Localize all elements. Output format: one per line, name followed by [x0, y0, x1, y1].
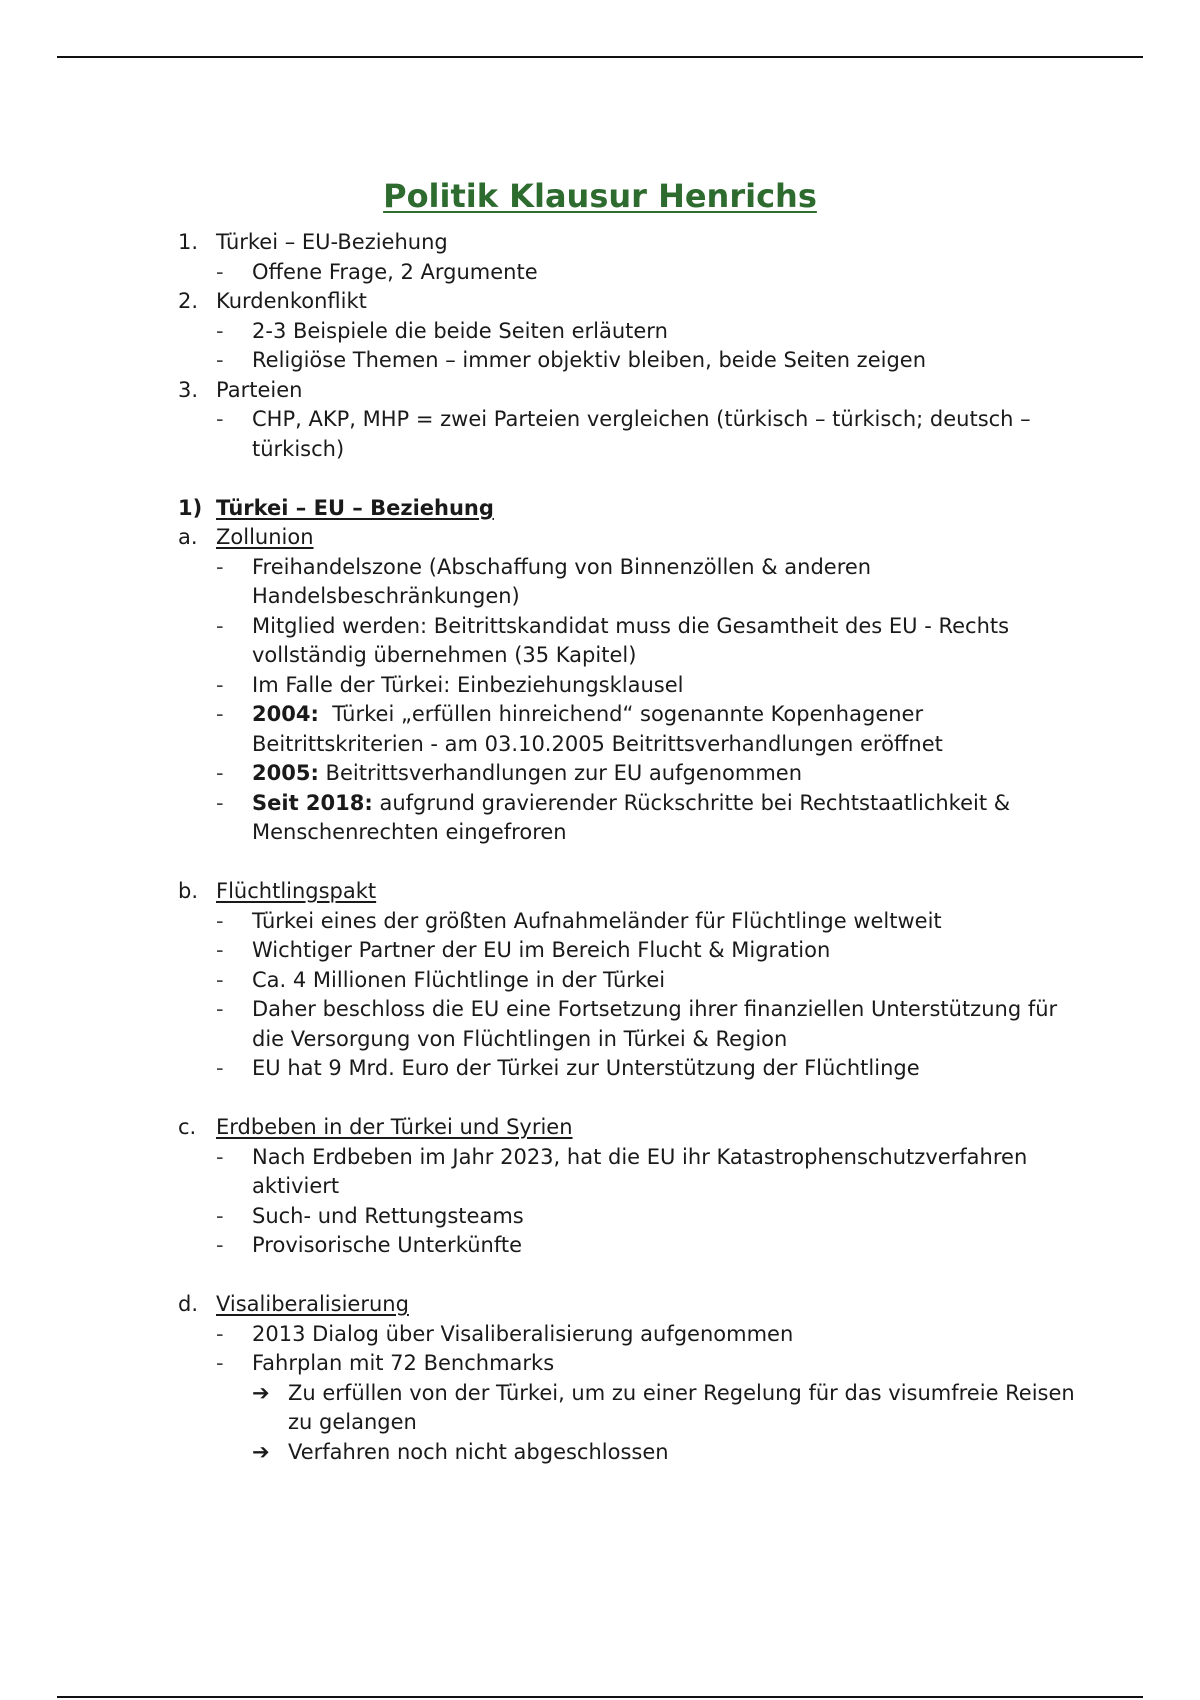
dash-bullet: -	[216, 613, 224, 638]
list-number: 3.	[178, 377, 199, 402]
dash-bullet: -	[216, 938, 224, 962]
subsection-letter: b.	[178, 879, 199, 903]
dash-bullet: -	[216, 407, 224, 431]
overview-item-1	[178, 228, 1078, 258]
dash-bullet: -	[216, 908, 224, 933]
list-item: - EU hat 9 Mrd. Euro der Türkei zur Unterstützung der Flüchtlinge	[178, 1054, 1078, 1084]
overview-label: Türkei – EU-Beziehung	[216, 230, 448, 254]
subsection-title: Visaliberalisierung	[216, 1292, 409, 1316]
dash-bullet: -	[216, 1233, 224, 1257]
dash-bullet: -	[216, 1056, 224, 1080]
dash-bullet: -	[216, 761, 224, 785]
list-item: - CHP, AKP, MHP = zwei Parteien vergleichen (türkisch – türkisch; deutsch – türkisch)	[216, 407, 1031, 461]
subsection-title: Zollunion	[216, 525, 314, 549]
dash-bullet: -	[216, 1144, 224, 1169]
list-item: - Seit 2018: aufgrund gravierender Rückschritte bei Rechtstaatlichkeit & Menschenrechten eingefroren	[216, 790, 1011, 844]
page-title: Politik Klausur Henrichs	[383, 177, 817, 215]
subsection-b	[178, 877, 1078, 907]
list-item: - Im Falle der Türkei: Einbeziehungsklausel	[178, 671, 1078, 701]
subsection-letter: c.	[178, 1115, 197, 1139]
subsection-a	[178, 523, 1078, 553]
document-body	[178, 228, 1078, 1467]
list-item: - 2-3 Beispiele die beide Seiten erläutern	[178, 317, 1078, 347]
list-item: - Wichtiger Partner der EU im Bereich Flucht & Migration	[178, 936, 1078, 966]
dash-bullet: -	[216, 348, 224, 372]
year-label: Seit 2018:	[252, 790, 373, 815]
subsection-letter: a.	[178, 525, 198, 549]
dash-bullet: -	[216, 318, 224, 343]
list-item: - 2005: Beitrittsverhandlungen zur EU aufgenommen	[178, 759, 1078, 789]
list-item: - Offene Frage, 2 Argumente	[178, 258, 1078, 288]
dash-bullet: -	[216, 1351, 224, 1375]
list-item: - Freihandelszone (Abschaffung von Binnenzöllen & anderen Handelsbeschränkungen)	[216, 554, 872, 608]
list-item: - Religiöse Themen – immer objektiv bleiben, beide Seiten zeigen	[178, 346, 1078, 376]
dash-bullet: -	[216, 967, 224, 992]
list-item: - Daher beschloss die EU eine Fortsetzung ihrer finanziellen Unterstützung für die Versorgung von Flüchtlingen in Türkei & Region	[216, 997, 1058, 1051]
list-number: 2.	[178, 289, 199, 313]
list-item: - 2013 Dialog über Visaliberalisierung aufgenommen	[178, 1320, 1078, 1350]
dash-bullet: -	[216, 1321, 224, 1346]
list-item: - Mitglied werden: Beitrittskandidat muss die Gesamtheit des EU - Rechts vollständig übernehmen (35 Kapitel)	[216, 613, 1010, 667]
dash-bullet: -	[216, 997, 224, 1021]
year-label: 2004:	[252, 702, 319, 726]
list-item: - Such- und Rettungsteams	[178, 1202, 1078, 1232]
list-item: - Provisorische Unterkünfte	[178, 1231, 1078, 1261]
subsection-title: Erdbeben in der Türkei und Syrien	[216, 1115, 573, 1139]
top-rule	[57, 56, 1143, 58]
year-label: 2005:	[252, 761, 319, 785]
list-item: - Nach Erdbeben im Jahr 2023, hat die EU ihr Katastrophenschutzverfahren aktiviert	[216, 1144, 1028, 1198]
list-item: - Türkei eines der größten Aufnahmeländer für Flüchtlinge weltweit	[178, 907, 1078, 937]
dash-bullet: -	[216, 554, 224, 579]
list-subitem: ➔ Zu erfüllen von der Türkei, um zu einer Regelung für das visumfreie Reisen zu gelangen	[252, 1380, 1075, 1434]
subsection-letter: d.	[178, 1292, 199, 1316]
arrow-right-icon: ➔	[252, 1380, 270, 1405]
bottom-rule	[57, 1696, 1143, 1698]
subsection-title: Flüchtlingspakt	[216, 879, 377, 903]
dash-bullet: -	[216, 259, 224, 284]
list-item: - Fahrplan mit 72 Benchmarks	[178, 1349, 1078, 1379]
section-heading	[178, 494, 1078, 524]
overview-label: Parteien	[216, 377, 303, 402]
dash-bullet: -	[216, 1203, 224, 1228]
overview-label: Kurdenkonflikt	[216, 289, 367, 313]
overview-item-2	[178, 287, 1078, 317]
subsection-d	[178, 1290, 1078, 1320]
subsection-c	[178, 1113, 1078, 1143]
section-title: Türkei – EU – Beziehung	[216, 495, 494, 520]
list-item: - Ca. 4 Millionen Flüchtlinge in der Türkei	[178, 966, 1078, 996]
list-number: 1.	[178, 230, 199, 254]
overview-item-3	[178, 376, 1078, 406]
section-number: 1)	[178, 495, 203, 520]
dash-bullet: -	[216, 672, 224, 697]
list-item: - 2004: Türkei „erfüllen hinreichend“ sogenannte Kopenhagener Beitrittskriterien - am 03.10.2005 Beitrittsverhandlungen eröffnet	[216, 702, 943, 756]
dash-bullet: -	[216, 790, 224, 815]
arrow-right-icon: ➔	[252, 1439, 270, 1464]
list-subitem: ➔ Verfahren noch nicht abgeschlossen	[178, 1438, 1078, 1468]
dash-bullet: -	[216, 702, 224, 726]
